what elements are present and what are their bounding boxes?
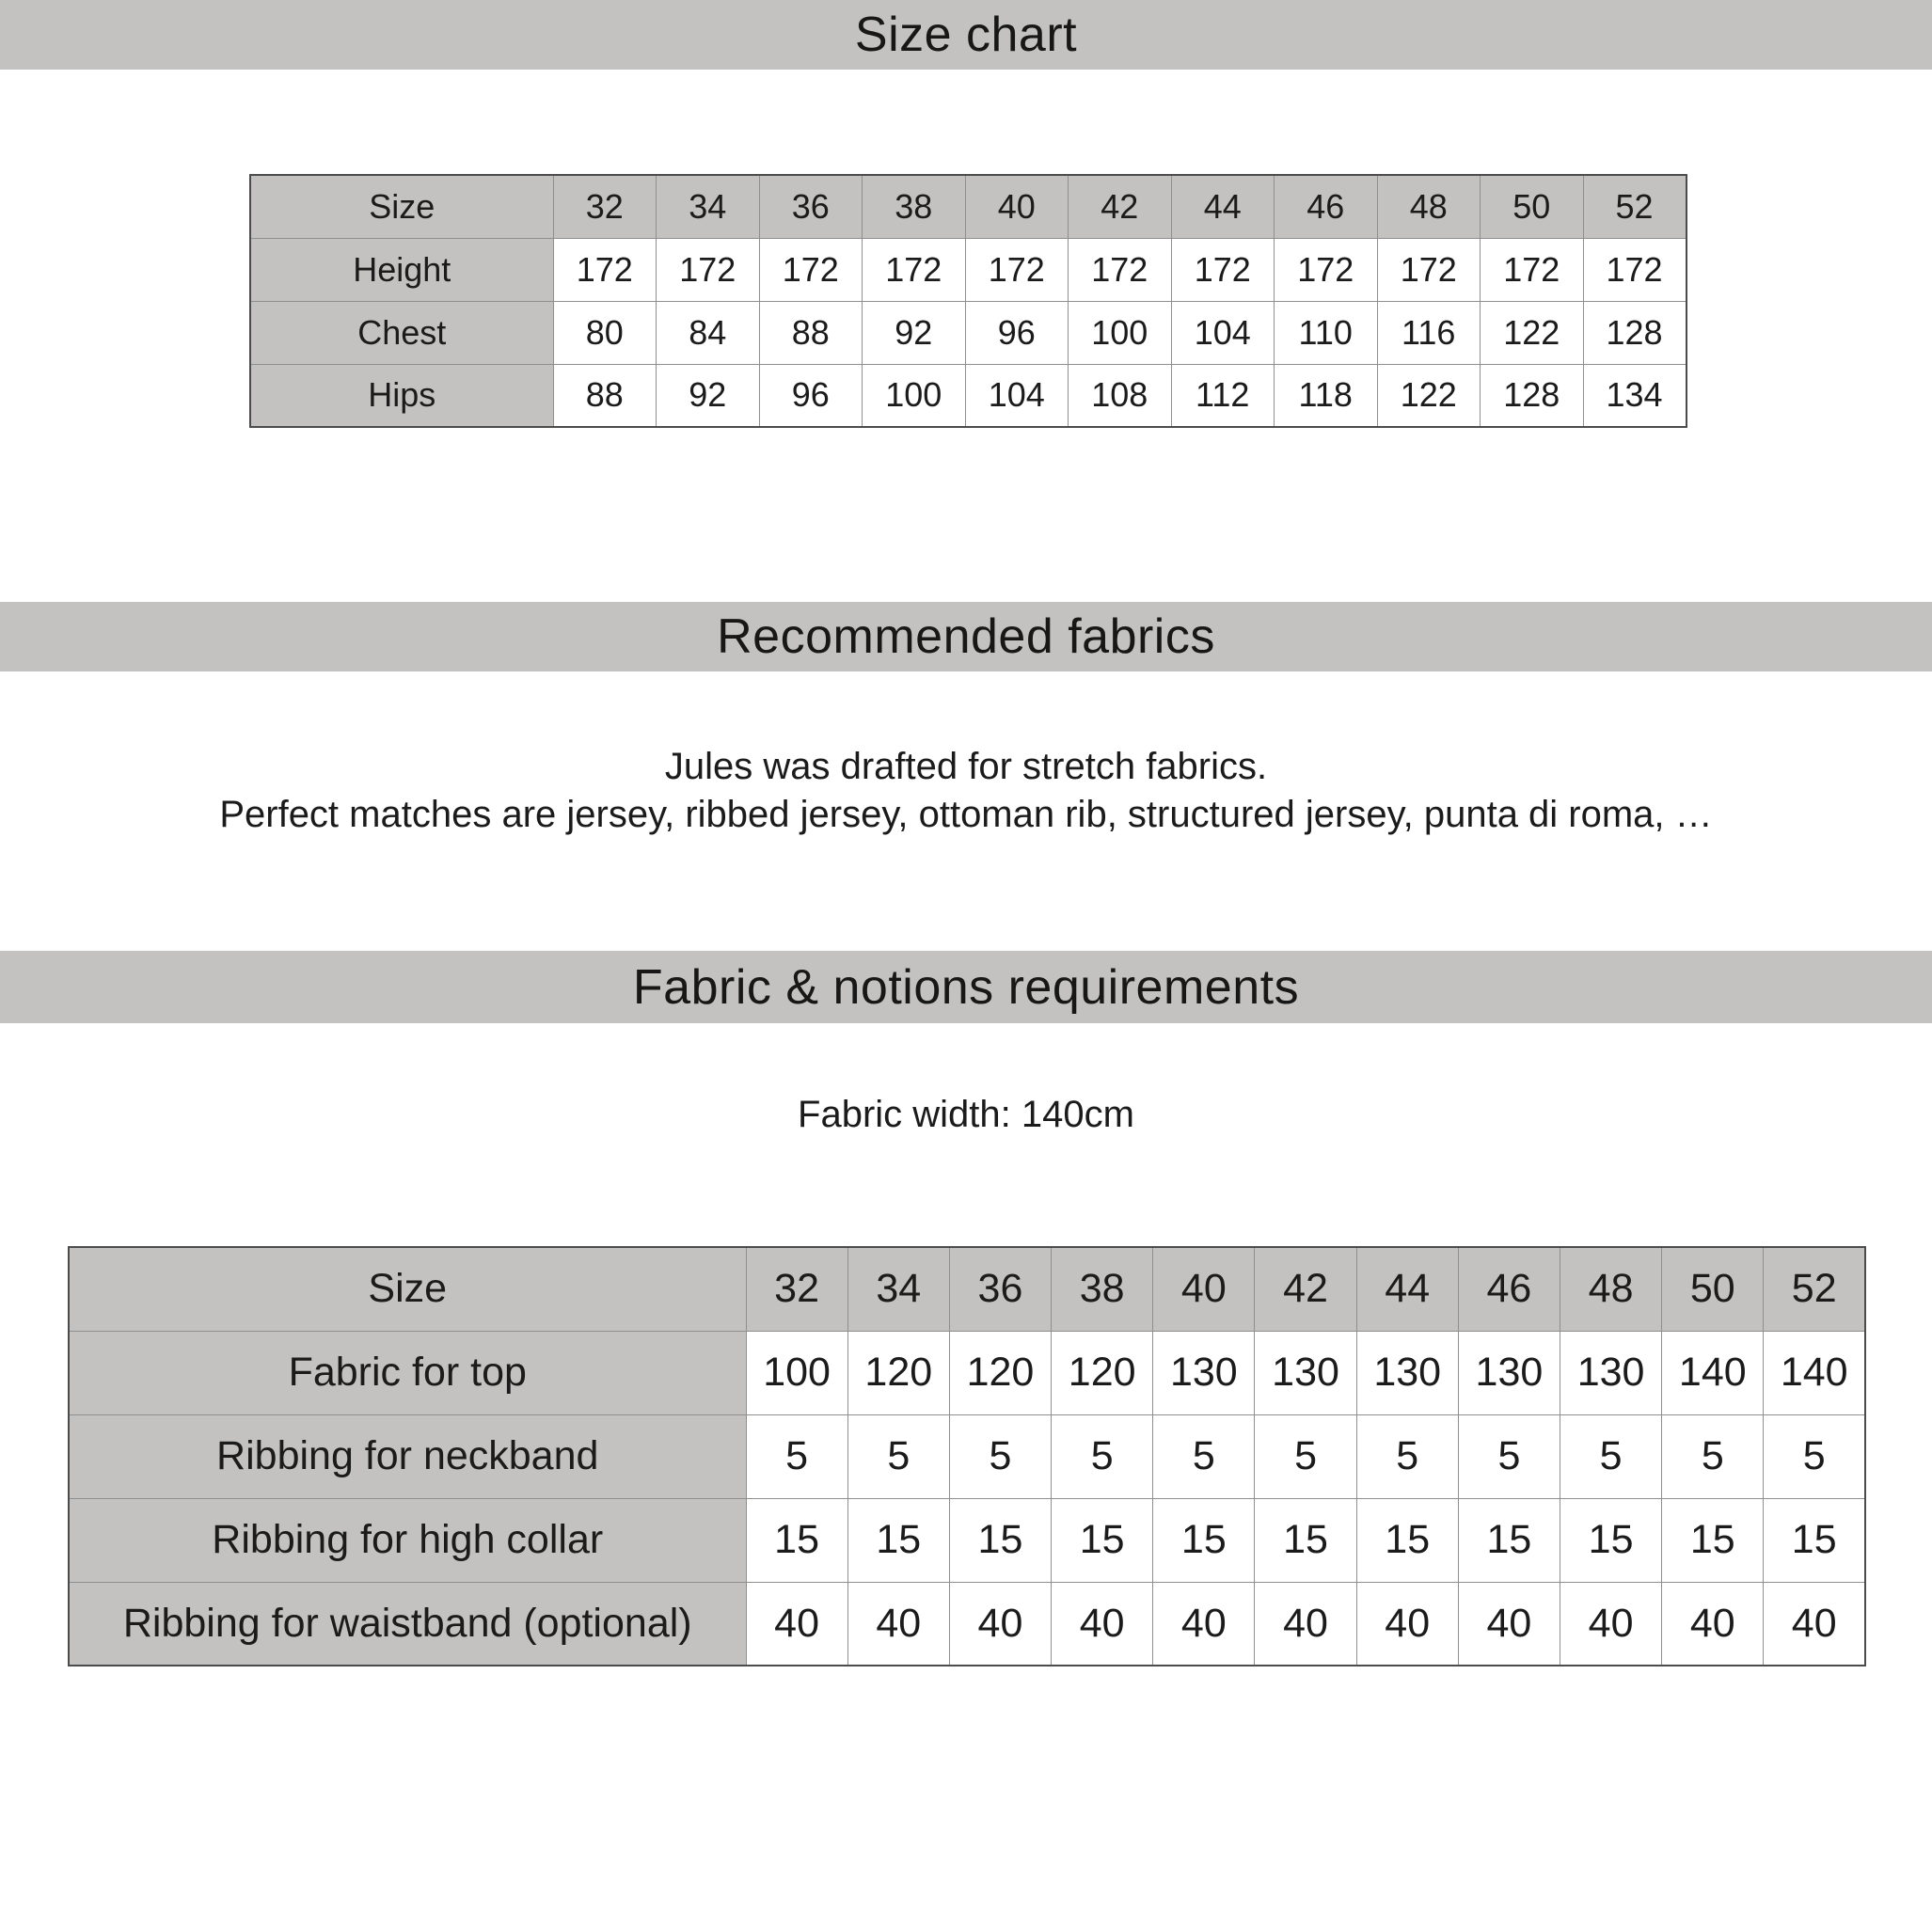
table-cell: 15	[847, 1498, 949, 1582]
column-header-size-46: 46	[1458, 1247, 1560, 1331]
column-header-size-40: 40	[965, 175, 1069, 238]
table-cell: 15	[1052, 1498, 1153, 1582]
table-row	[250, 301, 1687, 364]
table-row	[250, 364, 1687, 427]
column-header-size-32: 32	[553, 175, 657, 238]
column-header-size-44: 44	[1356, 1247, 1458, 1331]
section-title-fabric-notions: Fabric & notions requirements	[632, 959, 1300, 1015]
table-cell: 5	[1255, 1414, 1356, 1498]
table-cell: 134	[1583, 364, 1687, 427]
table-cell: 122	[1481, 301, 1584, 364]
table-cell: 5	[847, 1414, 949, 1498]
table-cell: 15	[746, 1498, 847, 1582]
table-cell: 172	[759, 238, 863, 301]
table-cell: 40	[1458, 1582, 1560, 1666]
table-cell: 112	[1171, 364, 1275, 427]
table-cell: 96	[965, 301, 1069, 364]
table-cell: 40	[1662, 1582, 1764, 1666]
table-cell: 130	[1458, 1331, 1560, 1414]
table-cell: 15	[949, 1498, 1051, 1582]
table-cell: 100	[1069, 301, 1172, 364]
column-header-size-34: 34	[847, 1247, 949, 1331]
table-cell: 140	[1764, 1331, 1865, 1414]
table-cell: 5	[1356, 1414, 1458, 1498]
table-cell: 110	[1275, 301, 1378, 364]
section-banner-fabric-notions	[0, 951, 1932, 1023]
table-cell: 5	[1458, 1414, 1560, 1498]
table-cell: 104	[965, 364, 1069, 427]
row-label: Ribbing for high collar	[69, 1498, 746, 1582]
table-cell: 120	[949, 1331, 1051, 1414]
table-cell: 40	[949, 1582, 1051, 1666]
column-header-size-36: 36	[759, 175, 863, 238]
column-header-size-48: 48	[1377, 175, 1481, 238]
table-row	[69, 1498, 1865, 1582]
table-cell: 172	[965, 238, 1069, 301]
table-cell: 40	[1764, 1582, 1865, 1666]
table-cell: 172	[863, 238, 966, 301]
table-cell: 40	[1153, 1582, 1255, 1666]
table-cell: 15	[1458, 1498, 1560, 1582]
column-header-size-44: 44	[1171, 175, 1275, 238]
section-banner-recommended-fabrics	[0, 602, 1932, 671]
table-cell: 40	[847, 1582, 949, 1666]
table-cell: 120	[1052, 1331, 1153, 1414]
table-cell: 15	[1764, 1498, 1865, 1582]
column-header-size-36: 36	[949, 1247, 1051, 1331]
column-header-size-38: 38	[1052, 1247, 1153, 1331]
row-label: Ribbing for waistband (optional)	[69, 1582, 746, 1666]
table-cell: 5	[1153, 1414, 1255, 1498]
table-cell: 5	[1764, 1414, 1865, 1498]
table-cell: 40	[746, 1582, 847, 1666]
table-cell: 15	[1662, 1498, 1764, 1582]
table-cell: 15	[1356, 1498, 1458, 1582]
column-header-size-50: 50	[1662, 1247, 1764, 1331]
table-cell: 128	[1481, 364, 1584, 427]
table-cell: 172	[553, 238, 657, 301]
recommended-fabrics-text	[0, 743, 1932, 839]
table-cell: 172	[1583, 238, 1687, 301]
table-cell: 5	[949, 1414, 1051, 1498]
table-cell: 15	[1560, 1498, 1662, 1582]
table-header-row	[69, 1247, 1865, 1331]
table-cell: 118	[1275, 364, 1378, 427]
table-cell: 92	[863, 301, 966, 364]
row-label: Ribbing for neckband	[69, 1414, 746, 1498]
column-header-size-50: 50	[1481, 175, 1584, 238]
row-label: Chest	[250, 301, 553, 364]
row-label: Hips	[250, 364, 553, 427]
table-cell: 108	[1069, 364, 1172, 427]
table-cell: 15	[1153, 1498, 1255, 1582]
fabrics-line-2: Perfect matches are jersey, ribbed jersey, ottoman rib, structured jersey, punta di roma, …	[219, 794, 1713, 836]
table-cell: 130	[1560, 1331, 1662, 1414]
table-cell: 172	[1275, 238, 1378, 301]
table-cell: 96	[759, 364, 863, 427]
table-cell: 122	[1377, 364, 1481, 427]
table-cell: 100	[863, 364, 966, 427]
table-cell: 130	[1356, 1331, 1458, 1414]
table-cell: 88	[553, 364, 657, 427]
table-row	[250, 238, 1687, 301]
table-cell: 88	[759, 301, 863, 364]
row-label: Fabric for top	[69, 1331, 746, 1414]
table-row	[69, 1331, 1865, 1414]
table-cell: 172	[1377, 238, 1481, 301]
fabric-width-label: Fabric width: 140cm	[798, 1094, 1134, 1135]
table-cell: 40	[1560, 1582, 1662, 1666]
table-cell: 116	[1377, 301, 1481, 364]
column-header-size-52: 52	[1583, 175, 1687, 238]
column-header-size-46: 46	[1275, 175, 1378, 238]
table-cell: 100	[746, 1331, 847, 1414]
table-cell: 5	[1052, 1414, 1153, 1498]
table-cell: 40	[1255, 1582, 1356, 1666]
table-body	[69, 1247, 1865, 1666]
table-cell: 92	[657, 364, 760, 427]
table-cell: 5	[1662, 1414, 1764, 1498]
table-cell: 130	[1153, 1331, 1255, 1414]
column-header-size-32: 32	[746, 1247, 847, 1331]
body-measurements-table	[249, 174, 1687, 428]
table-body	[250, 175, 1687, 427]
fabric-requirements-table	[68, 1246, 1866, 1666]
table-cell: 172	[1171, 238, 1275, 301]
table-cell: 172	[1481, 238, 1584, 301]
column-header-size-48: 48	[1560, 1247, 1662, 1331]
table-cell: 5	[746, 1414, 847, 1498]
fabrics-line-1: Jules was drafted for stretch fabrics.	[664, 746, 1268, 787]
table-row	[69, 1414, 1865, 1498]
table-cell: 84	[657, 301, 760, 364]
column-header-size-42: 42	[1255, 1247, 1356, 1331]
table-cell: 120	[847, 1331, 949, 1414]
section-title-recommended-fabrics: Recommended fabrics	[717, 609, 1215, 664]
column-header-size-42: 42	[1069, 175, 1172, 238]
table-cell: 104	[1171, 301, 1275, 364]
table-cell: 130	[1255, 1331, 1356, 1414]
table-row	[69, 1582, 1865, 1666]
row-label: Height	[250, 238, 553, 301]
table-cell: 40	[1052, 1582, 1153, 1666]
fabric-width-block	[0, 1091, 1932, 1139]
table-cell: 40	[1356, 1582, 1458, 1666]
table-corner-label: Size	[250, 175, 553, 238]
column-header-size-40: 40	[1153, 1247, 1255, 1331]
table-cell: 128	[1583, 301, 1687, 364]
section-title-size-chart: Size chart	[854, 8, 1078, 62]
table-cell: 80	[553, 301, 657, 364]
column-header-size-38: 38	[863, 175, 966, 238]
table-corner-label: Size	[69, 1247, 746, 1331]
table-cell: 5	[1560, 1414, 1662, 1498]
table-cell: 172	[657, 238, 760, 301]
table-header-row	[250, 175, 1687, 238]
column-header-size-34: 34	[657, 175, 760, 238]
table-cell: 140	[1662, 1331, 1764, 1414]
table-cell: 172	[1069, 238, 1172, 301]
column-header-size-52: 52	[1764, 1247, 1865, 1331]
table-cell: 15	[1255, 1498, 1356, 1582]
section-banner-size-chart	[0, 0, 1932, 70]
